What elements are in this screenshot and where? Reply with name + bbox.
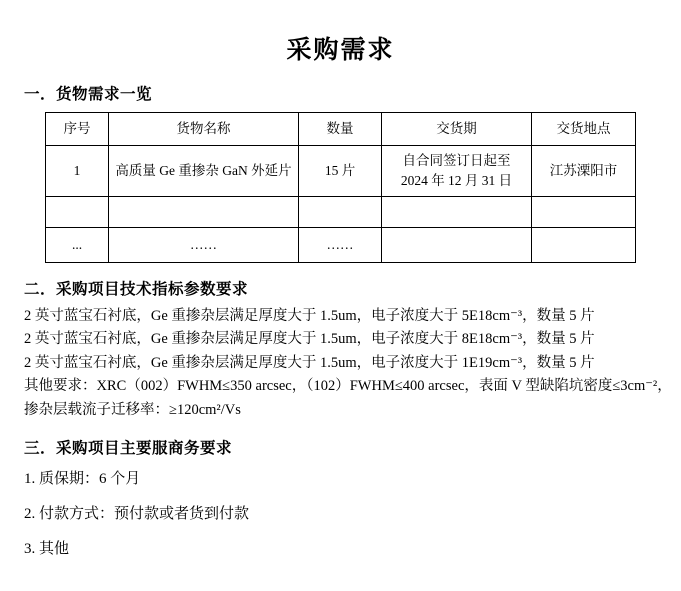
goods-requirement-table: [45, 112, 636, 263]
cell-name: 高质量 Ge 重掺杂 GaN 外延片: [109, 146, 299, 197]
cell-delivery-date: [382, 197, 532, 228]
section-heading-technical: 二．采购项目技术指标参数要求: [24, 281, 249, 298]
cell-name: ……: [109, 228, 299, 263]
table-row: [46, 228, 636, 263]
cell-delivery-place: [532, 228, 636, 263]
column-header-no: 序号: [46, 113, 109, 146]
table-row: [46, 146, 636, 197]
cell-delivery-date: [382, 146, 532, 197]
cell-quantity: [299, 197, 382, 228]
cell-delivery-place: 江苏溧阳市: [532, 146, 636, 197]
cell-no: 1: [46, 146, 109, 197]
technical-spec-line: 2 英寸蓝宝石衬底，Ge 重掺杂层满足厚度大于 1.5um，电子浓度大于 5E18cm⁻³，数量 5 片: [24, 308, 595, 324]
cell-no: ...: [46, 228, 109, 263]
table-row: [46, 197, 636, 228]
cell-delivery-place: [532, 197, 636, 228]
table-header-row: [46, 113, 636, 146]
technical-spec-line: 其他要求：XRC（002）FWHM≤350 arcsec，（102）FWHM≤400 arcsec，表面 V 型缺陷坑密度≤3cm⁻²，: [24, 378, 672, 395]
cell-delivery-date: [382, 228, 532, 263]
business-requirement-list: [24, 468, 663, 560]
column-header-delivery-date: 交货期: [382, 113, 532, 146]
list-item: 1. 质保期：6 个月: [24, 471, 141, 488]
cell-delivery-date-line1: 自合同签订日起至: [402, 152, 511, 168]
list-item: 2. 付款方式：预付款或者货到付款: [24, 506, 250, 523]
technical-spec-line: 掺杂层载流子迁移率：≥120cm²/Vs: [24, 401, 241, 418]
technical-spec-line: 2 英寸蓝宝石衬底，Ge 重掺杂层满足厚度大于 1.5um，电子浓度大于 1E19cm⁻³，数量 5 片: [24, 354, 595, 371]
technical-spec-list: [18, 305, 672, 422]
cell-no: [46, 197, 109, 228]
cell-quantity: 15 片: [299, 146, 382, 197]
cell-delivery-date-line2: 2024 年 12 月 31 日: [400, 173, 513, 188]
section-heading-business: 三．采购项目主要服商务要求: [24, 440, 233, 458]
document-page: [0, 30, 681, 591]
list-item: 3. 其他: [24, 541, 70, 558]
cell-quantity: ……: [299, 228, 382, 263]
page-title: 采购需求: [286, 37, 395, 64]
column-header-delivery-place: 交货地点: [532, 113, 636, 146]
cell-name: [109, 197, 299, 228]
section-heading-goods: 一．货物需求一览: [24, 86, 153, 103]
technical-spec-line: 2 英寸蓝宝石衬底，Ge 重掺杂层满足厚度大于 1.5um，电子浓度大于 8E18cm⁻³，数量 5 片: [24, 331, 595, 348]
column-header-name: 货物名称: [109, 113, 299, 146]
column-header-quantity: 数量: [299, 113, 382, 146]
